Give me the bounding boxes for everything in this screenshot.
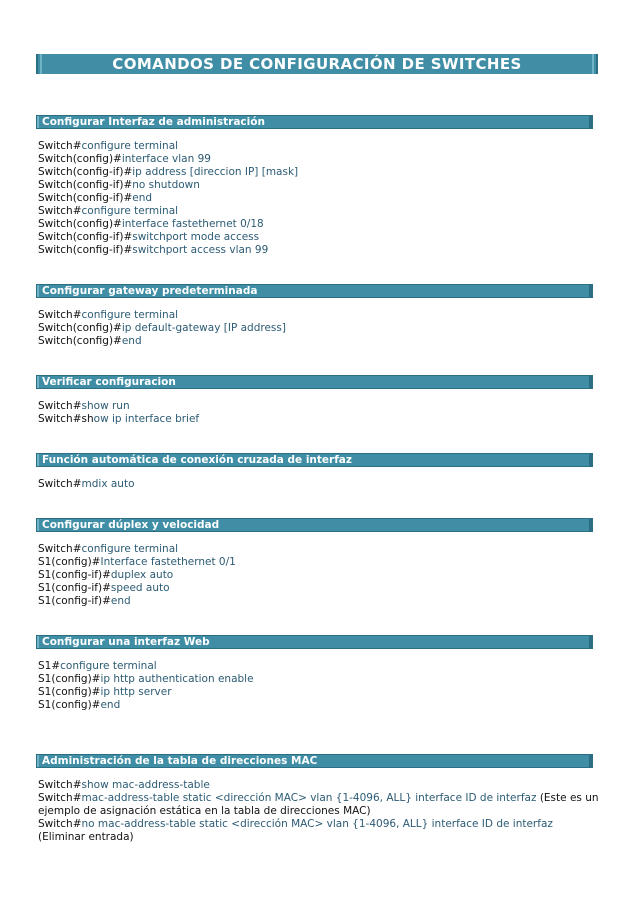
command-line	[38, 699, 598, 712]
section-header: Verificar configuracion	[36, 375, 593, 389]
command-line	[38, 218, 598, 231]
command: end	[132, 192, 153, 204]
section-header: Configurar dúplex y velocidad	[36, 518, 593, 532]
prompt: Switch#	[38, 140, 82, 152]
prompt: Switch(config-if)#	[38, 166, 133, 178]
command: end	[100, 699, 121, 711]
command-line	[38, 686, 598, 699]
command-line	[38, 582, 598, 595]
command: no shutdown	[132, 179, 200, 191]
command-line	[38, 818, 600, 844]
command-list	[38, 140, 598, 257]
command-line	[38, 179, 598, 192]
command: end	[121, 335, 142, 347]
prompt: Switch(config-if)#	[38, 192, 133, 204]
prompt: Switch(config-if)#	[38, 179, 133, 191]
command: no mac-address-table static <dirección MAC> vlan {1-4096, ALL} interface ID de interfaz	[81, 818, 553, 830]
section-verify-config	[36, 375, 598, 426]
command-line	[38, 779, 598, 792]
prompt: Switch#	[38, 205, 82, 217]
prompt: Switch(config)#	[38, 218, 122, 230]
prompt: Switch#	[38, 779, 82, 791]
prompt: S1(config-if)#	[38, 569, 111, 581]
command: ip address [direccion IP] [mask]	[132, 166, 299, 178]
command: mdix auto	[81, 478, 135, 490]
command-line	[38, 231, 598, 244]
document-title: COMANDOS DE CONFIGURACIÓN DE SWITCHES	[36, 54, 598, 74]
command: show mac-address-table	[81, 779, 210, 791]
command: configure terminal	[60, 660, 157, 672]
command-list	[38, 478, 598, 491]
command-list	[38, 400, 598, 426]
prompt: S1(config)#	[38, 673, 101, 685]
command-line	[38, 556, 598, 569]
section-default-gateway	[36, 284, 598, 348]
section-header: Configurar una interfaz Web	[36, 635, 593, 649]
command: ip http authentication enable	[100, 673, 254, 685]
prompt: Switch(config)#	[38, 335, 122, 347]
command-line	[38, 192, 598, 205]
section-header: Función automática de conexión cruzada de interfaz	[36, 453, 593, 467]
section-duplex-speed	[36, 518, 598, 608]
command-line	[38, 335, 598, 348]
command-list	[38, 660, 598, 712]
command: switchport mode access	[132, 231, 260, 243]
section-header: Configurar Interfaz de administración	[36, 115, 593, 129]
command-line	[38, 792, 600, 818]
command: configure terminal	[81, 205, 179, 217]
prompt: Switch#	[38, 818, 82, 830]
section-mac-table	[36, 754, 598, 844]
command-line	[38, 140, 598, 153]
command-list	[38, 779, 598, 844]
command: configure terminal	[81, 140, 179, 152]
command-line	[38, 166, 598, 179]
command-line	[38, 309, 598, 322]
prompt: Switch#sh	[38, 413, 94, 425]
command-line	[38, 205, 598, 218]
section-admin-interface	[36, 115, 598, 257]
prompt: S1(config)#	[38, 686, 101, 698]
command: ow ip interface brief	[93, 413, 200, 425]
prompt: Switch#	[38, 543, 82, 555]
section-auto-mdix	[36, 453, 598, 491]
command-line	[38, 322, 598, 335]
command: interface vlan 99	[121, 153, 211, 165]
command-line	[38, 153, 598, 166]
command-line	[38, 673, 598, 686]
section-header: Configurar gateway predeterminada	[36, 284, 593, 298]
prompt: S1(config-if)#	[38, 582, 111, 594]
prompt: Switch#	[38, 309, 82, 321]
prompt: Switch(config)#	[38, 322, 122, 334]
command-list	[38, 543, 598, 608]
command: ip default-gateway [IP address]	[121, 322, 286, 334]
prompt: Switch#	[38, 400, 82, 412]
command: configure terminal	[81, 309, 179, 321]
command-line	[38, 569, 598, 582]
command-line	[38, 413, 598, 426]
command: mac-address-table static <dirección MAC> vlan {1-4096, ALL} interface ID de interfaz	[81, 792, 537, 804]
command: interface fastethernet 0/18	[121, 218, 264, 230]
prompt: S1(config-if)#	[38, 595, 111, 607]
command: Interface fastethernet 0/1	[100, 556, 236, 568]
command: duplex auto	[110, 569, 174, 581]
prompt: S1#	[38, 660, 61, 672]
command: show run	[81, 400, 130, 412]
prompt: S1(config)#	[38, 699, 101, 711]
command: speed auto	[110, 582, 170, 594]
section-header: Administración de la tabla de direcciones MAC	[36, 754, 593, 768]
prompt: Switch(config)#	[38, 153, 122, 165]
command-line	[38, 244, 598, 257]
prompt: Switch#	[38, 478, 82, 490]
command-line	[38, 543, 598, 556]
prompt: S1(config)#	[38, 556, 101, 568]
command-note: (Eliminar entrada)	[38, 831, 134, 843]
command-line	[38, 595, 598, 608]
command-line	[38, 400, 598, 413]
prompt: Switch(config-if)#	[38, 244, 133, 256]
command: configure terminal	[81, 543, 179, 555]
command: ip http server	[100, 686, 172, 698]
command-list	[38, 309, 598, 348]
command: switchport access vlan 99	[132, 244, 269, 256]
command-line	[38, 478, 598, 491]
prompt: Switch#	[38, 792, 82, 804]
section-web-interface	[36, 635, 598, 712]
command-note: (Este es un ejemplo de asignación estática en la tabla de direcciones MAC)	[38, 792, 599, 817]
command-line	[38, 660, 598, 673]
prompt: Switch(config-if)#	[38, 231, 133, 243]
command: end	[110, 595, 131, 607]
